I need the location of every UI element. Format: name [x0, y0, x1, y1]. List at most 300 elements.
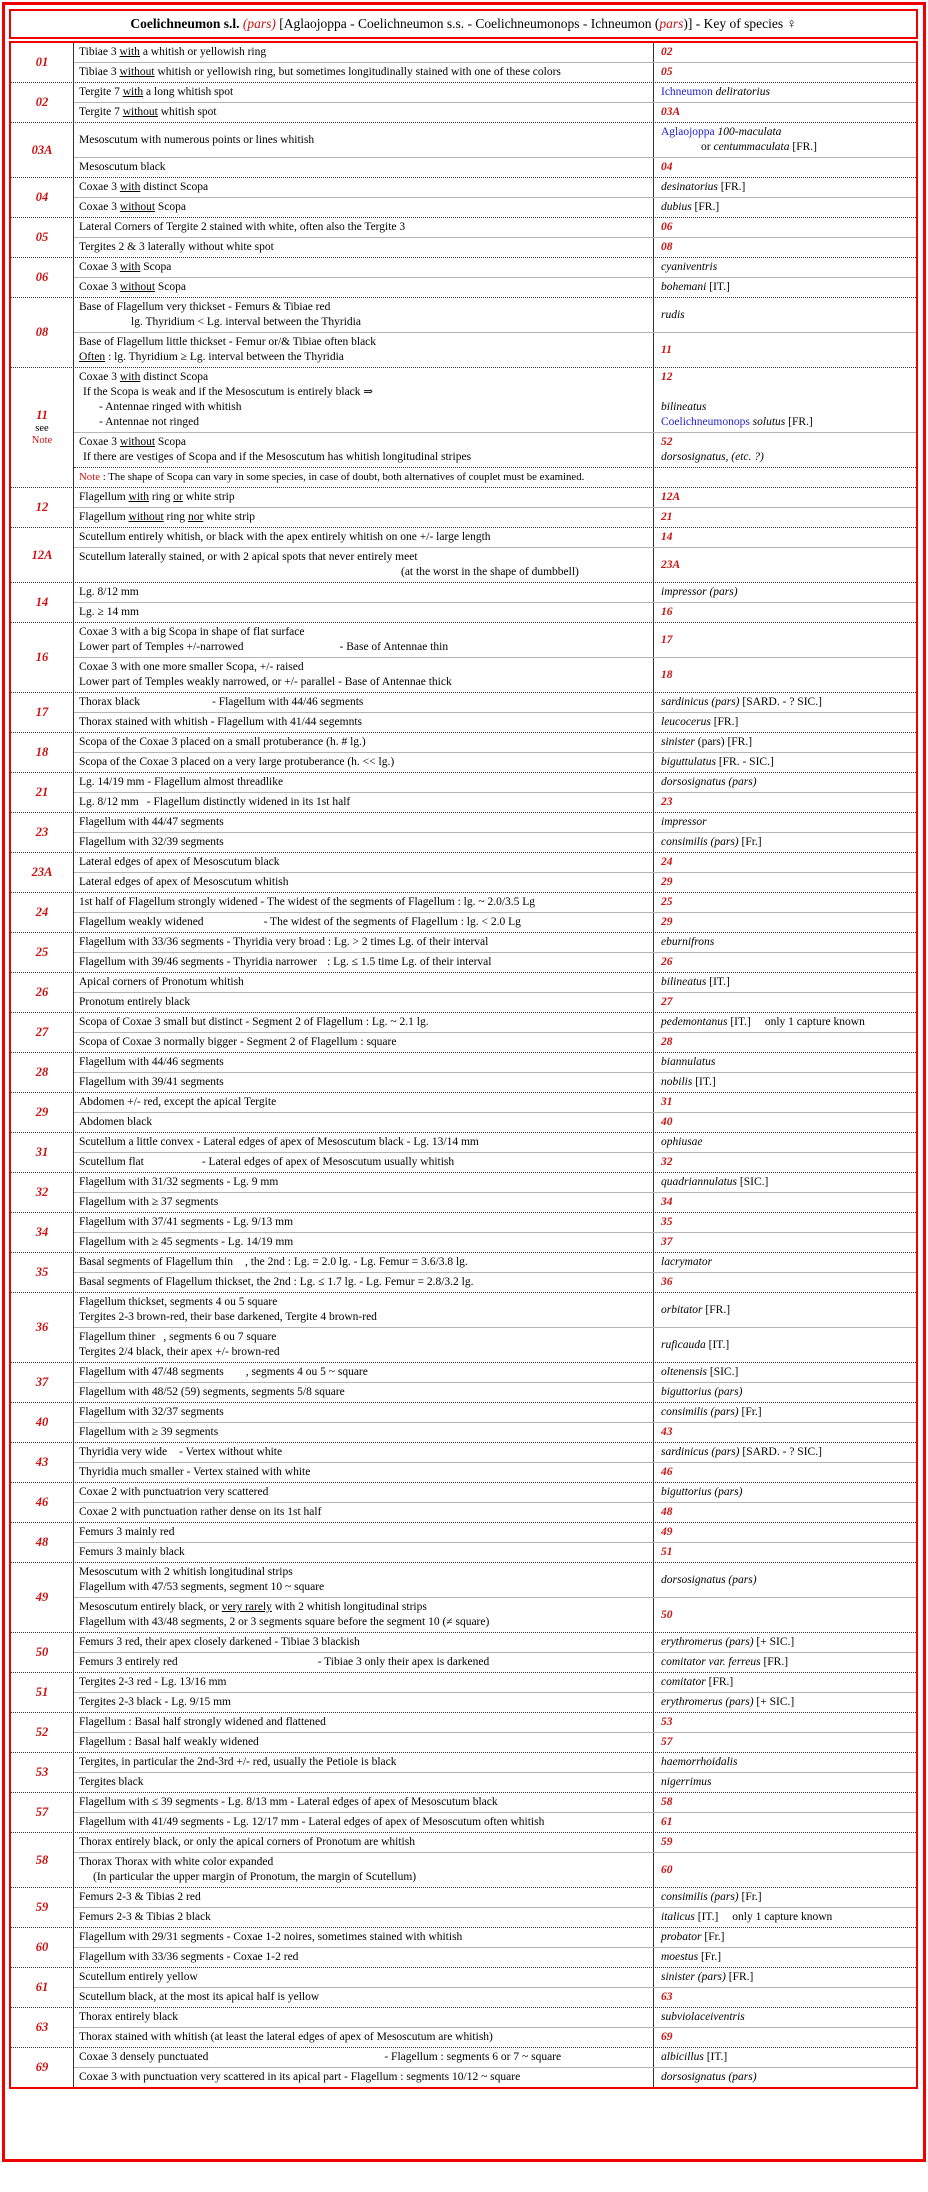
text-segment: white strip	[203, 511, 256, 523]
result-line	[654, 1930, 916, 1945]
couplet-number-label: 36	[35, 1320, 49, 1334]
result-cell	[653, 1908, 916, 1927]
text-segment: Flagellum thickset, segments 4 ou 5 square	[79, 1296, 278, 1308]
text-segment: Scutellum a little convex - Lateral edges of apex of Mesoscutum black - Lg. 13/14 mm	[79, 1136, 479, 1148]
text-segment: Coelichneumonops	[661, 416, 750, 428]
text-segment: or	[701, 141, 714, 153]
description-cell	[74, 1888, 653, 1907]
description-cell	[74, 1073, 653, 1092]
result-line	[654, 955, 916, 970]
result-line	[654, 1465, 916, 1480]
couplet-row	[11, 527, 916, 582]
alternative-row	[74, 832, 916, 852]
result-cell	[653, 1733, 916, 1752]
result-line	[654, 915, 916, 930]
description-line	[74, 1175, 651, 1190]
couplet-row	[11, 692, 916, 732]
couplet-row	[11, 1887, 916, 1927]
couplet-number-label: 23A	[31, 865, 53, 879]
description-cell	[74, 1793, 653, 1812]
result-cell	[653, 2008, 916, 2027]
result-cell	[653, 1753, 916, 1772]
result-cell	[653, 158, 916, 177]
result-line	[654, 755, 916, 770]
couplet-number	[11, 1563, 74, 1632]
text-segment: haemorrhoidalis	[661, 1756, 738, 1768]
alternative-row	[74, 1272, 916, 1292]
description-line	[74, 385, 651, 400]
couplet-number-label: 40	[35, 1415, 49, 1429]
text-segment: - The widest of the segments of Flagellum : lg. < 2.0 Lg	[263, 916, 521, 928]
couplet-row	[11, 257, 916, 297]
couplet-number	[11, 583, 74, 622]
result-cell	[653, 1383, 916, 1402]
alternative-row	[74, 1422, 916, 1442]
result-line	[654, 1525, 916, 1540]
description-cell	[74, 1988, 653, 2007]
description-cell	[74, 83, 653, 102]
couplet-number-label: 01	[35, 55, 49, 69]
description-line	[74, 1775, 651, 1790]
alternative-row	[74, 157, 916, 177]
description-line	[74, 1615, 651, 1630]
couplet-number	[11, 1403, 74, 1442]
result-line	[654, 1573, 916, 1588]
result-cell	[653, 548, 916, 582]
text-segment: lacrymator	[661, 1256, 713, 1268]
couplet-number	[11, 1293, 74, 1362]
text-segment: - Antennae not ringed	[99, 416, 199, 428]
description-line	[74, 1405, 651, 1420]
text-segment: 40	[661, 1116, 673, 1128]
result-line	[654, 1195, 916, 1210]
couplet-number-note: Note	[31, 435, 53, 446]
description-line	[74, 565, 651, 580]
description-line	[74, 2050, 651, 2065]
description-line	[74, 280, 651, 295]
result-line	[654, 260, 916, 275]
text-segment: [FR.]	[725, 1971, 754, 1983]
alternative-row	[74, 1968, 916, 1987]
result-cell	[653, 368, 916, 432]
text-segment: 03A	[661, 106, 681, 118]
description-line	[74, 1115, 651, 1130]
result-line	[654, 1655, 916, 1670]
text-segment: Tergites 2-3 red - Lg. 13/16 mm	[79, 1676, 227, 1688]
description-line	[74, 955, 651, 970]
text-segment: Tergites 2-3 brown-red, their base darkened, Tergite 4 brown-red	[79, 1311, 377, 1323]
description-line	[74, 300, 651, 315]
description-cell	[74, 893, 653, 912]
text-segment: Flagellum with 37/41 segments - Lg. 9/13 mm	[79, 1216, 294, 1228]
text-segment: - Flagellum with 44/46 segments	[212, 696, 364, 708]
couplet-number	[11, 218, 74, 257]
result-line	[654, 1035, 916, 1050]
text-segment: pars	[659, 16, 684, 31]
couplet-row	[11, 1012, 916, 1052]
description-cell	[74, 1443, 653, 1462]
text-segment: centummaculata	[713, 141, 790, 153]
description-line	[74, 1215, 651, 1230]
text-segment: , the 2nd : Lg. = 2.0 lg. - Lg. Femur = 3.6/3.8 lg.	[244, 1256, 468, 1268]
couplet-row	[11, 1092, 916, 1132]
text-segment: impressor (pars)	[661, 586, 738, 598]
result-line	[654, 835, 916, 850]
couplet-row	[11, 812, 916, 852]
text-segment: 48	[661, 1506, 673, 1518]
description-line	[74, 1275, 651, 1290]
result-cell	[653, 218, 916, 237]
result-cell	[653, 893, 916, 912]
text-segment: Tergites 2/4 black, their apex +/- brown-red	[79, 1346, 280, 1358]
couplet-number-label: 02	[35, 95, 49, 109]
couplet-body	[74, 1053, 916, 1092]
description-line	[74, 415, 651, 430]
text-segment: 69	[661, 2031, 673, 2043]
text-segment: Scopa	[155, 201, 187, 213]
text-segment: Apical corners of Pronotum whitish	[79, 976, 244, 988]
text-segment: Flagellum with 39/46 segments - Thyridia narrower	[79, 956, 318, 968]
couplet-body	[74, 693, 916, 732]
couplet-body	[74, 2048, 916, 2087]
result-line	[654, 1095, 916, 1110]
result-line	[654, 1735, 916, 1750]
description-cell	[74, 1713, 653, 1732]
text-segment: albicillus	[661, 2051, 704, 2063]
description-line	[74, 715, 651, 730]
result-line	[654, 585, 916, 600]
text-segment: 17	[661, 633, 673, 646]
alternative-row	[74, 1928, 916, 1947]
couplet-number	[11, 178, 74, 217]
text-segment: , segments 6 ou 7 square	[163, 1331, 277, 1343]
result-line	[654, 735, 916, 750]
alternative-row	[74, 1673, 916, 1692]
couplet-number-label: 58	[35, 1852, 49, 1867]
alternative-row	[74, 693, 916, 712]
result-line	[654, 975, 916, 990]
result-line	[654, 1675, 916, 1690]
text-segment: comitator var. ferreus	[661, 1656, 761, 1668]
text-segment: only 1 capture known	[764, 1016, 865, 1028]
text-segment: Tergites black	[79, 1776, 144, 1788]
couplet-body	[74, 973, 916, 1012]
text-segment: Flagellum with 39/41 segments	[79, 1076, 224, 1088]
text-segment: Base of Flagellum little thickset - Femur or/& Tibiae often black	[79, 336, 377, 348]
couplet-row	[11, 1672, 916, 1712]
description-line	[74, 1365, 651, 1380]
description-cell	[74, 1193, 653, 1212]
description-cell	[74, 1013, 653, 1032]
alternative-row	[74, 1597, 916, 1632]
couplet-body	[74, 583, 916, 622]
result-line	[654, 1445, 916, 1460]
description-line	[74, 1295, 651, 1310]
text-segment: Lg. ≥ 14 mm	[79, 606, 139, 618]
alternative-row	[74, 1192, 916, 1212]
text-segment: Coxae 3 densely punctuated	[79, 2051, 209, 2063]
description-line	[74, 1310, 651, 1325]
result-cell	[653, 1093, 916, 1112]
result-line	[654, 2070, 916, 2085]
text-segment: 11	[661, 343, 672, 356]
text-segment: Basal segments of Flagellum thin	[79, 1256, 233, 1268]
description-cell	[74, 158, 653, 177]
text-segment: Scopa	[140, 261, 172, 273]
result-line	[654, 450, 916, 465]
alternative-row	[74, 1947, 916, 1967]
alternative-row	[74, 83, 916, 102]
couplet-body	[74, 1403, 916, 1442]
couplet-body	[74, 623, 916, 692]
alternative-row	[74, 2027, 916, 2047]
couplet-row	[11, 122, 916, 177]
couplet-body	[74, 893, 916, 932]
text-segment: nobilis	[661, 1076, 693, 1088]
couplet-number	[11, 1713, 74, 1752]
text-segment: Flagellum with 29/31 segments - Coxae 1-2 noires, sometimes stained with whitish	[79, 1931, 463, 1943]
text-segment: [IT.]	[694, 1911, 719, 1923]
description-line	[74, 1715, 651, 1730]
text-segment: sinister	[661, 736, 695, 748]
text-segment: 02	[661, 46, 673, 58]
description-cell	[74, 1253, 653, 1272]
result-line	[654, 1863, 916, 1878]
description-cell	[74, 368, 653, 432]
description-line	[74, 1655, 651, 1670]
description-line	[74, 995, 651, 1010]
description-cell	[74, 238, 653, 257]
alternative-row	[74, 218, 916, 237]
description-cell	[74, 733, 653, 752]
text-segment: without	[119, 66, 155, 78]
text-segment: [SIC.]	[737, 1176, 769, 1188]
alternative-row	[74, 298, 916, 332]
description-cell	[74, 1133, 653, 1152]
description-cell	[74, 813, 653, 832]
text-segment: Flagellum with 33/36 segments - Thyridia very broad : Lg. > 2 times Lg. of their interval	[79, 936, 489, 948]
text-segment: Flagellum with 31/32 segments - Lg. 9 mm	[79, 1176, 279, 1188]
text-segment: Lg. 8/12 mm	[79, 586, 139, 598]
couplet-number	[11, 1753, 74, 1792]
description-line	[74, 2030, 651, 2045]
couplet-number	[11, 123, 74, 177]
description-line	[74, 1990, 651, 2005]
text-segment: Flagellum with ≥ 39 segments	[79, 1426, 219, 1438]
couplet-body	[74, 123, 916, 177]
text-segment: Scopa	[155, 281, 187, 293]
result-cell	[653, 733, 916, 752]
description-line	[74, 85, 651, 100]
result-line	[654, 1115, 916, 1130]
text-segment: Tibiae 3	[79, 66, 120, 78]
couplet-number	[11, 853, 74, 892]
text-segment: Thorax entirely black, or only the apical corners of Pronotum are whitish	[79, 1836, 415, 1848]
description-line	[74, 1635, 651, 1650]
couplet-number	[11, 368, 74, 487]
alternative-row	[74, 893, 916, 912]
description-line	[74, 1815, 651, 1830]
description-cell	[74, 658, 653, 692]
result-cell	[653, 658, 916, 692]
text-segment: leucocerus	[661, 716, 711, 728]
text-segment: [FR.]	[717, 181, 746, 193]
note-result-cell	[653, 468, 916, 487]
description-cell	[74, 1293, 653, 1327]
text-segment: 08	[661, 241, 673, 253]
alternative-row	[74, 2008, 916, 2027]
description-line	[74, 1385, 651, 1400]
alternative-row	[74, 1293, 916, 1327]
text-segment: Flagellum with ≥ 37 segments	[79, 1196, 219, 1208]
description-cell	[74, 1598, 653, 1632]
text-segment: dorsosignatus (pars)	[661, 2071, 757, 2083]
couplet-number	[11, 1133, 74, 1172]
key-table	[9, 41, 918, 2089]
couplet-row	[11, 582, 916, 622]
text-segment: 58	[661, 1796, 673, 1808]
text-segment: 63	[661, 1991, 673, 2003]
result-line	[654, 1275, 916, 1290]
alternative-row	[74, 872, 916, 892]
text-segment: 50	[661, 1608, 673, 1621]
description-cell	[74, 1753, 653, 1772]
alternative-row	[74, 1888, 916, 1907]
text-segment: [+ SIC.]	[753, 1696, 795, 1708]
description-line	[74, 605, 651, 620]
couplet-row	[11, 732, 916, 772]
text-segment: [Fr.]	[701, 1931, 725, 1943]
couplet-row	[11, 1292, 916, 1362]
result-cell	[653, 2068, 916, 2087]
description-line	[74, 1330, 651, 1345]
text-segment: 12	[661, 371, 673, 383]
description-line	[74, 1155, 651, 1170]
description-cell	[74, 1483, 653, 1502]
description-cell	[74, 1653, 653, 1672]
description-line	[74, 1890, 651, 1905]
text-segment: 23A	[661, 558, 681, 571]
text-segment: consimilis (pars)	[661, 1891, 739, 1903]
text-segment: lg. Thyridium < Lg. interval between the Thyridia	[131, 316, 361, 328]
result-line	[654, 125, 916, 140]
text-segment: with 2 whitish longitudinal strips	[271, 1601, 427, 1613]
couplet-number-label: 12A	[31, 547, 53, 562]
description-line	[74, 2010, 651, 2025]
couplet-body	[74, 1753, 916, 1792]
alternative-row	[74, 952, 916, 972]
result-cell	[653, 1793, 916, 1812]
result-cell	[653, 1693, 916, 1712]
alternative-row	[74, 1232, 916, 1252]
result-cell	[653, 1403, 916, 1422]
text-segment: Coxae 3	[79, 201, 120, 213]
result-line	[654, 1608, 916, 1623]
alternative-row	[74, 712, 916, 732]
text-segment: Scopa of Coxae 3 small but distinct - Segment 2 of Flagellum : Lg. ~ 2.1 lg.	[79, 1016, 429, 1028]
couplet-row	[11, 217, 916, 257]
text-segment: Coxae 3	[79, 181, 120, 193]
alternative-row	[74, 1093, 916, 1112]
text-segment: consimilis (pars)	[661, 1406, 739, 1418]
description-line	[74, 1445, 651, 1460]
couplet-number	[11, 298, 74, 367]
text-segment: 53	[661, 1716, 673, 1728]
text-segment: Tergites 2 & 3 laterally without white spot	[79, 241, 274, 253]
result-line	[654, 220, 916, 235]
description-cell	[74, 198, 653, 217]
couplet-number-note: see	[35, 423, 49, 434]
result-cell	[653, 1173, 916, 1192]
couplet-row	[11, 852, 916, 892]
alternative-row	[74, 1173, 916, 1192]
alternative-row	[74, 752, 916, 772]
result-cell	[653, 528, 916, 547]
text-segment: Femurs 2-3 & Tibias 2 black	[79, 1911, 211, 1923]
alternative-row	[74, 102, 916, 122]
couplet-body	[74, 1673, 916, 1712]
description-line	[74, 335, 651, 350]
description-line	[74, 735, 651, 750]
couplet-body	[74, 813, 916, 852]
text-segment: Flagellum with 47/48 segments	[79, 1366, 224, 1378]
text-segment: 23	[661, 796, 673, 808]
result-line	[654, 1338, 916, 1353]
description-cell	[74, 178, 653, 197]
result-cell	[653, 973, 916, 992]
text-segment: Mesoscutum black	[79, 161, 166, 173]
text-segment: Flagellum with 43/48 segments, 2 or 3 segments square before the segment 10 (≠ square)	[79, 1616, 490, 1628]
couplet-number	[11, 973, 74, 1012]
alternative-row	[74, 123, 916, 157]
alternative-row	[74, 1772, 916, 1792]
description-line	[74, 660, 651, 675]
result-line	[654, 895, 916, 910]
result-line	[654, 855, 916, 870]
couplet-body	[74, 83, 916, 122]
description-line	[74, 815, 651, 830]
couplet-number-label: 04	[35, 190, 49, 204]
description-cell	[74, 508, 653, 527]
description-cell	[74, 1833, 653, 1852]
description-line	[74, 450, 651, 465]
result-cell	[653, 1563, 916, 1597]
result-cell	[653, 1988, 916, 2007]
text-segment: : lg. Thyridium ≥ Lg. interval between the Thyridia	[105, 351, 344, 363]
text-segment: Thyridia much smaller - Vertex stained with white	[79, 1466, 311, 1478]
couplet-body	[74, 1293, 916, 1362]
description-cell	[74, 913, 653, 932]
alternative-row	[74, 1032, 916, 1052]
result-line	[654, 1215, 916, 1230]
description-line	[74, 370, 651, 385]
result-line	[654, 530, 916, 545]
text-segment: white strip	[182, 491, 235, 503]
couplet-row	[11, 1712, 916, 1752]
alternative-row	[74, 1213, 916, 1232]
couplet-number-label: 48	[35, 1535, 49, 1549]
text-segment: [IT.]	[706, 976, 730, 988]
result-line	[654, 1635, 916, 1650]
text-segment: without	[119, 201, 156, 213]
text-segment: 29	[661, 876, 673, 888]
text-segment: 24	[661, 856, 673, 868]
description-cell	[74, 528, 653, 547]
alternative-row	[74, 1327, 916, 1362]
result-cell	[653, 63, 916, 82]
result-line	[654, 633, 916, 648]
result-cell	[653, 333, 916, 367]
